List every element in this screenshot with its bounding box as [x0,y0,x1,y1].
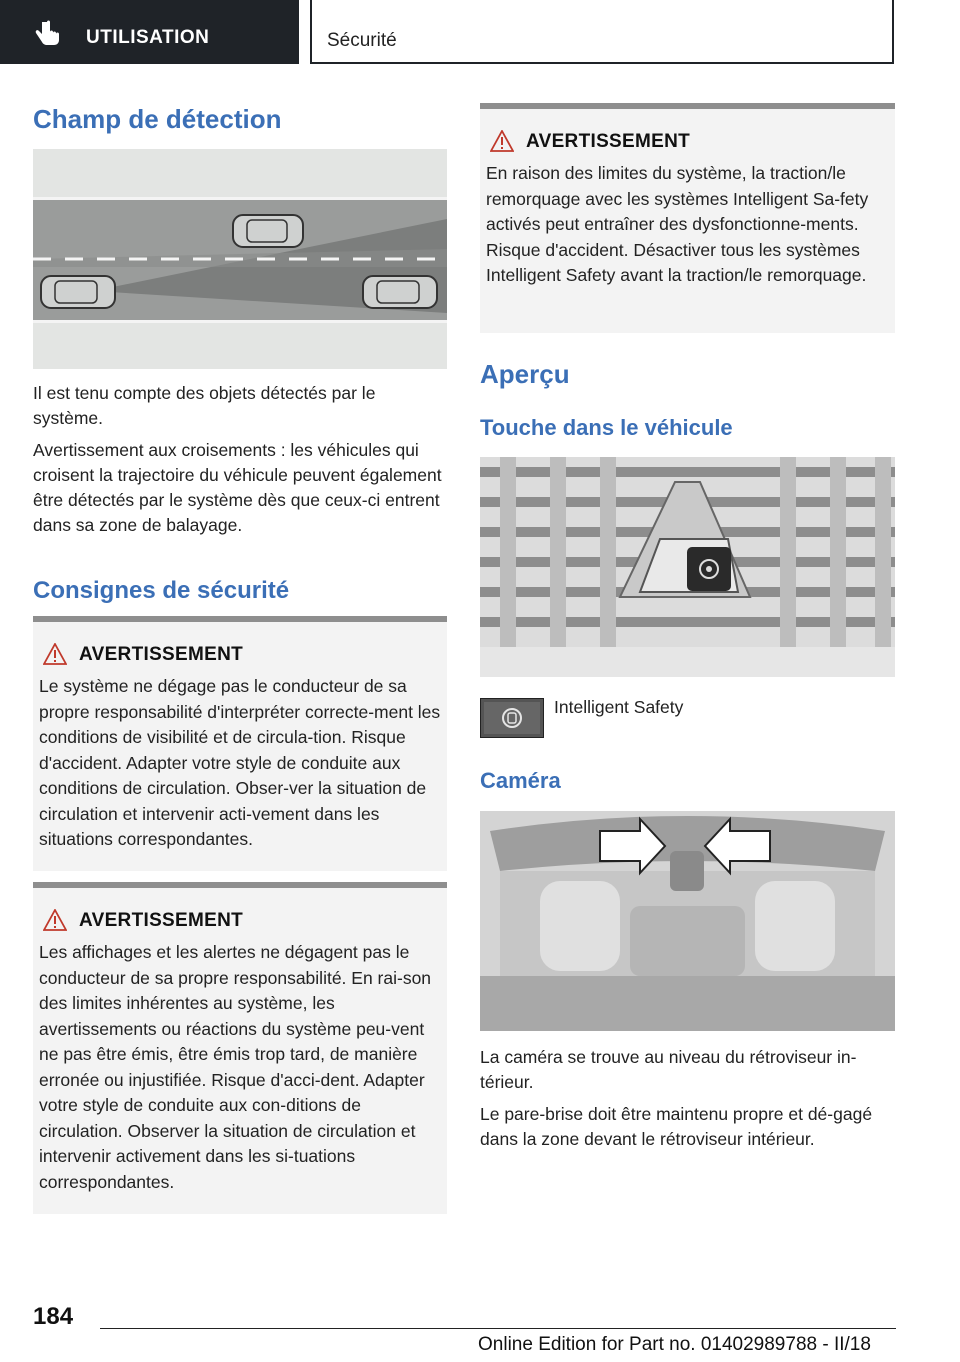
warning-title: AVERTISSEMENT [79,910,244,931]
warning-body: Les affichages et les alertes ne dégagent pas le conducteur de sa propre responsabilité. En rai-son des limites inhérentes au système, les avertissements ou réactions du système peu-vent ne pas être émis, être émis trop tard, de manière erronée ou injustifiée. Risque d'acci-dent. Adapter votre style de conduite aux con-ditions de circulation. Observer la situation de circulation et intervenir activement dans les si-tuations correspondantes. [39,942,432,1192]
chapter-label: UTILISATION [86,27,210,48]
intelligent-safety-icon [481,699,543,737]
section-label: Sécurité [327,30,397,51]
footer-divider [100,1328,896,1329]
heading-champ-detection: Champ de détection [33,104,282,134]
heading-consignes-securite: Consignes de sécurité [33,577,290,604]
button-caption: Intelligent Safety [554,697,684,717]
warning-box-1 [33,616,447,871]
footer-edition: Online Edition for Part no. 01402989788 - II/18 [478,1334,871,1355]
vehicle-button-photo [480,457,895,677]
paragraph-camera-location: La caméra se trouve au niveau du rétroviseur in-térieur. [480,1047,857,1092]
heading-apercu: Aperçu [480,359,570,389]
warning-box-3 [480,103,895,333]
chapter-tab [0,0,299,64]
paragraph-cross-traffic: Avertissement aux croisements : les véhicules qui croisent la trajectoire du véhicule peuvent également être détectés par le système dès que ceux-ci entrent dans sa zone de balayage. [33,440,442,535]
hand-pointer-icon [34,20,64,48]
warning-triangle-icon [43,909,67,931]
heading-touche-vehicule: Touche dans le véhicule [480,415,733,440]
warning-box-2 [33,882,447,1214]
page-number: 184 [33,1303,74,1330]
intelligent-safety-button-icon [480,698,544,738]
warning-title: AVERTISSEMENT [526,131,691,152]
detection-field-illustration [33,149,447,369]
warning-triangle-icon [43,643,67,665]
warning-body: Le système ne dégage pas le conducteur de sa propre responsabilité d'interpréter correcte-ment les conditions de visibilité et de circula-tion. Risque d'accident. Adapter votre style de conduite aux conditions de circulation. Obser-ver la situation de circulation et intervenir acti-vement dans les situations correspondantes. [39,676,441,849]
paragraph-detected-objects: Il est tenu compte des objets détectés par le système. [33,383,376,428]
heading-camera: Caméra [480,768,561,793]
warning-title: AVERTISSEMENT [79,644,244,665]
section-header [310,0,894,64]
warning-body: En raison des limites du système, la traction/le remorquage avec les systèmes Intelligent Sa-fety activés peut entraîner des dysfonctionne-ments. Risque d'accident. Désactiver tous les systèmes Intelligent Safety avant la traction/le remorquage. [486,163,869,285]
camera-location-photo [480,811,895,1031]
warning-triangle-icon [490,130,514,152]
paragraph-windscreen: Le pare-brise doit être maintenu propre et dé-gagé dans la zone devant le rétroviseur intérieur. [480,1104,873,1149]
